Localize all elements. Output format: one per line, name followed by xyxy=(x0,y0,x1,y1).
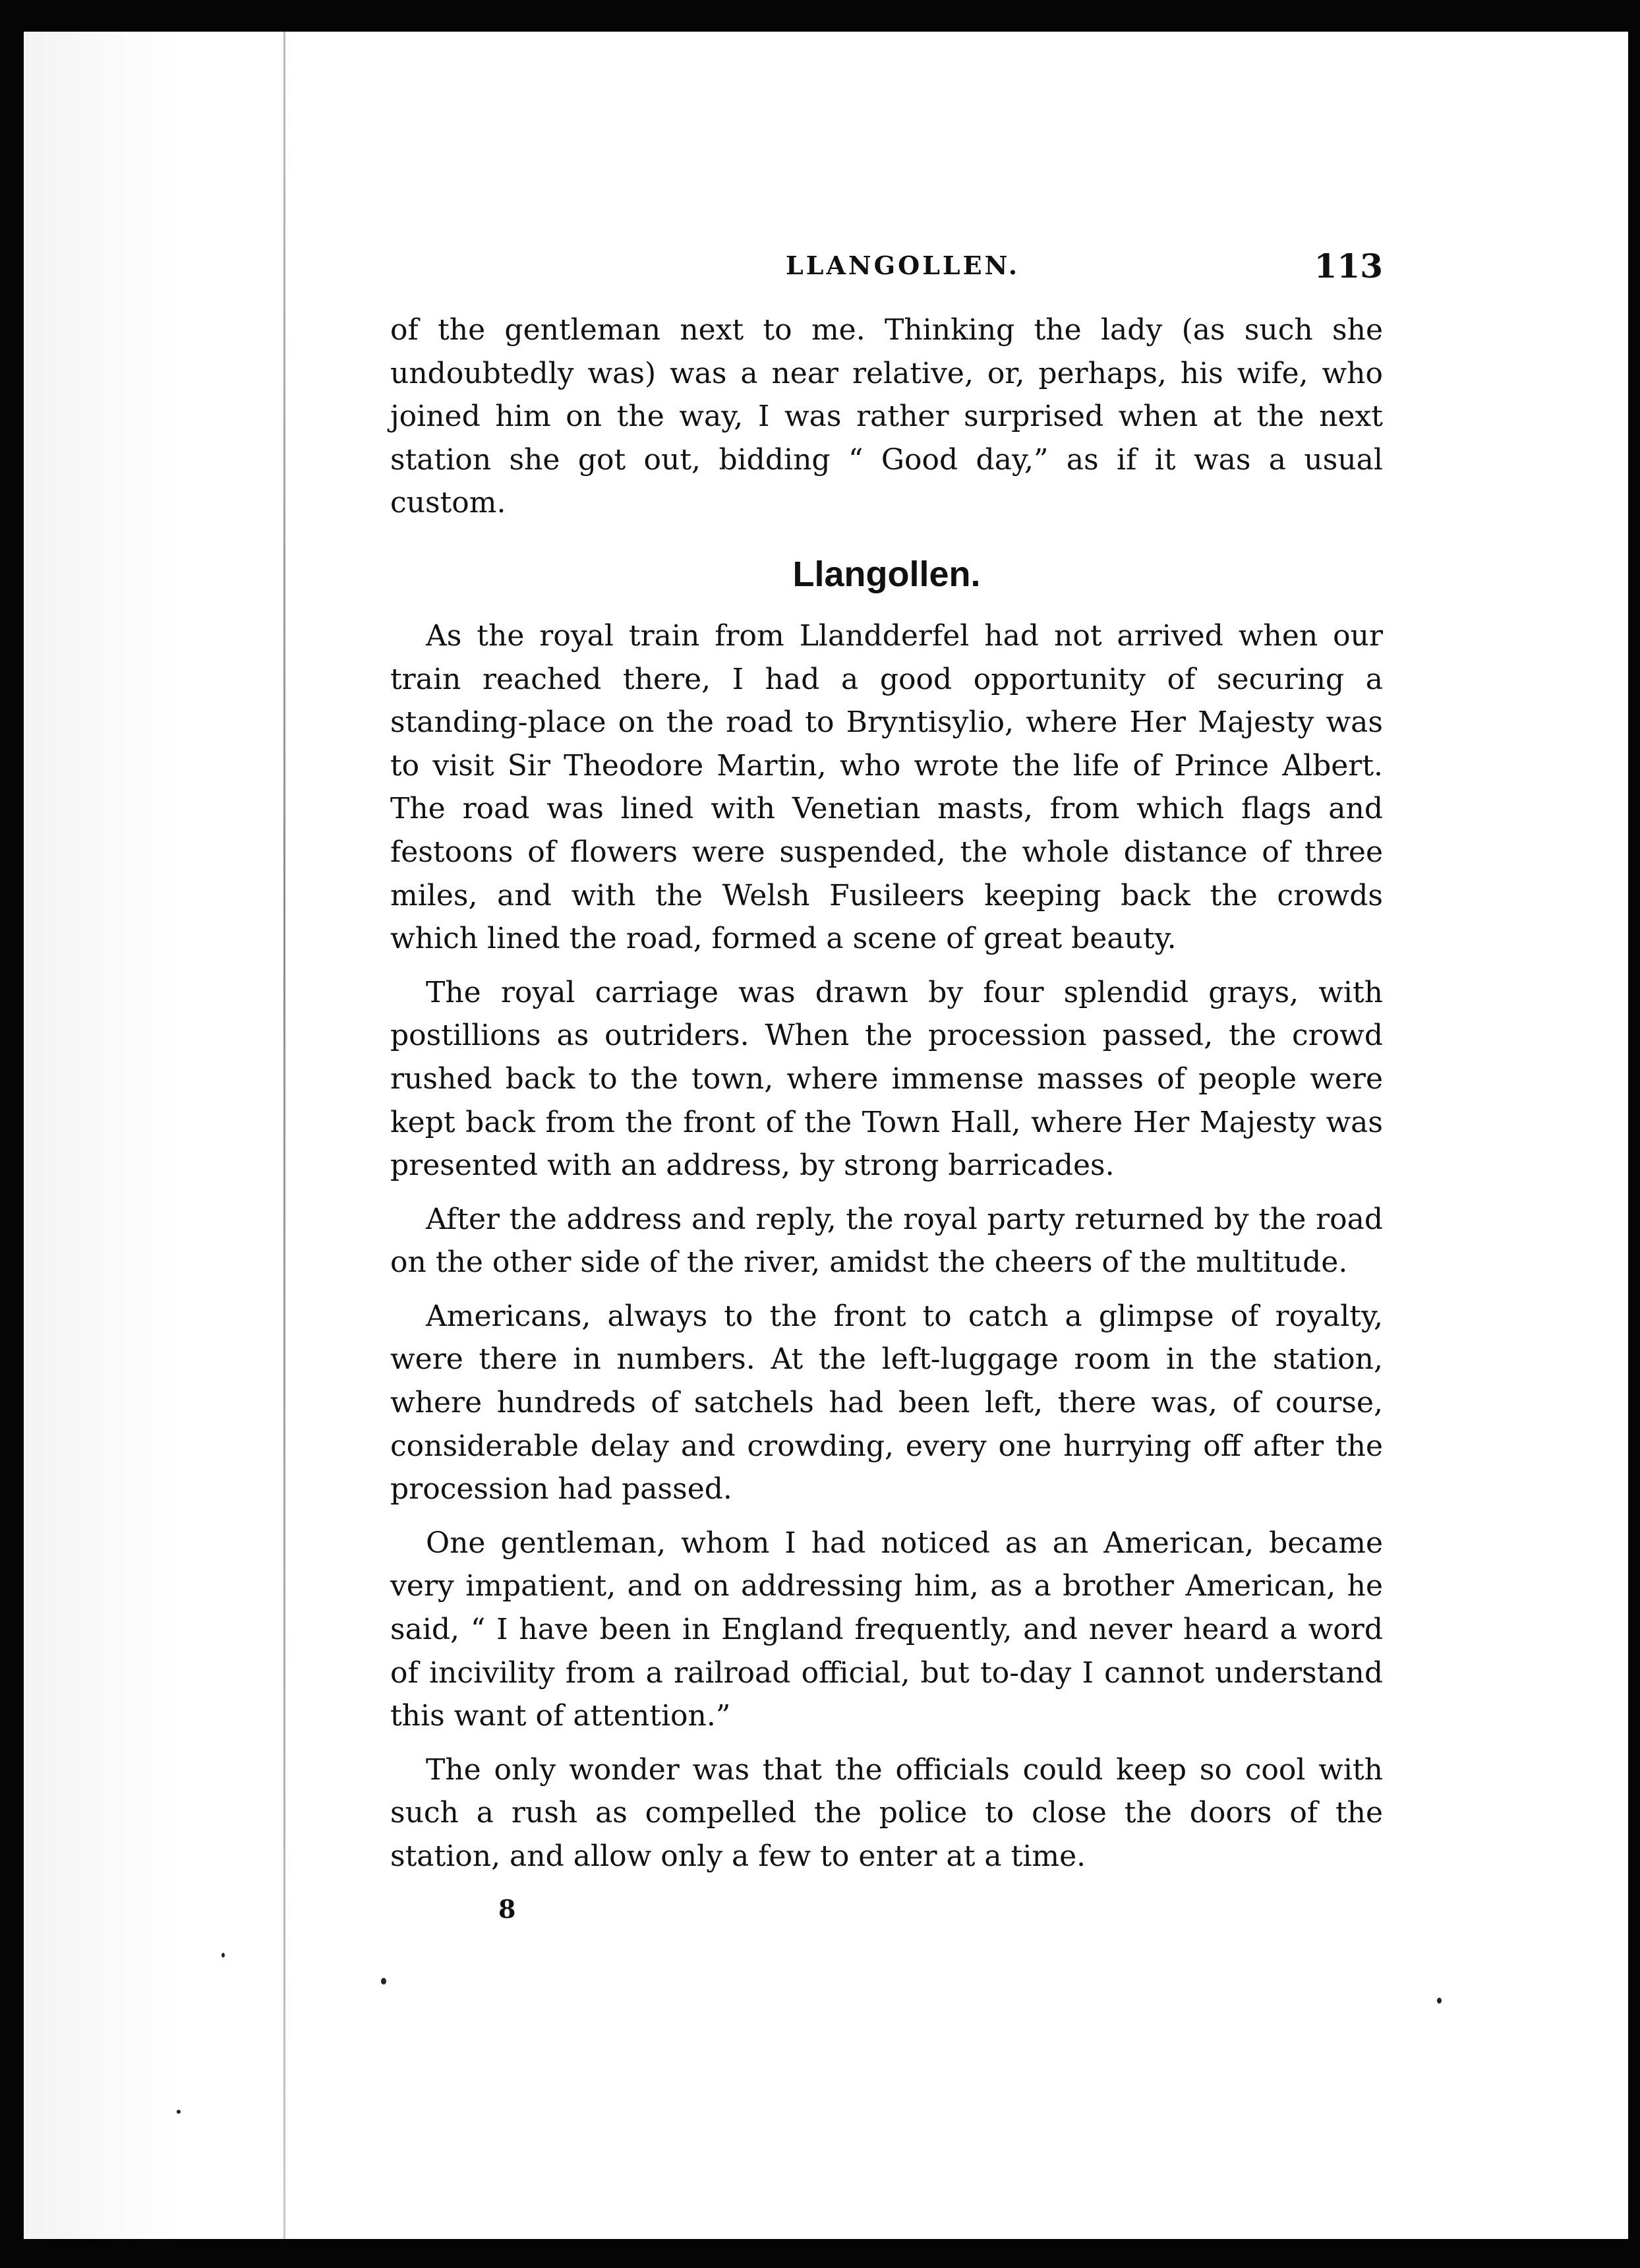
scan-border-right xyxy=(1628,0,1640,2268)
scan-border-left xyxy=(0,0,24,2268)
book-page xyxy=(390,247,1383,1930)
scan-border-top xyxy=(0,0,1640,32)
paragraph: Americans, always to the front to catch a glimpse of royalty, were there in numbers. At the left-luggage room in the station, where hundreds of satchels had been left, there was, of course, considerable delay and crowding, every one hurrying off after the procession had passed. xyxy=(390,1299,1383,1507)
running-head xyxy=(390,247,1383,290)
running-head-title: LLANGOLLEN. xyxy=(786,251,1020,280)
paragraph: As the royal train from Llandderfel had not arrived when our train reached there, I had a good opportunity of securing a standing-place on the road to Bryntisylio, where Her Majesty was to visit Sir Theodore Martin, who wrote the life of Prince Albert. The road was lined with Venetian masts, from which flags and festoons of flowers were suspended, the whole distance of three miles, and with the Welsh Fusileers keeping back the crowds which lined the road, formed a scene of great beauty. xyxy=(390,618,1383,956)
paragraph: The only wonder was that the officials could keep so cool with such a rush as compelled the police to close the doors of the station, and allow only a few to enter at a time. xyxy=(390,1752,1383,1873)
signature-mark: 8 xyxy=(498,1894,516,1924)
body-text xyxy=(390,309,1383,1930)
paragraph: One gentleman, whom I had noticed as an American, became very impatient, and on addressing him, as a brother American, he said, “ I have been in England frequently, and never heard a word of incivility from a railroad official, but to-day I cannot understand this want of attention.” xyxy=(390,1526,1383,1733)
gutter-fold-line xyxy=(283,32,285,2240)
paragraph: The royal carriage was drawn by four splendid grays, with postillions as outriders. When the procession passed, the crowd rushed back to the town, where immense masses of people were kept back from the front of the Town Hall, where Her Majesty was presented with an address, by strong barricades. xyxy=(390,975,1383,1183)
page-number: 113 xyxy=(1314,247,1383,285)
paragraph-continued: of the gentleman next to me. Thinking the lady (as such she undoubtedly was) was a near relative, or, perhaps, his wife, who joined him on the way, I was rather surprised when at the next station she got out, bidding “ Good day,” as if it was a usual custom. xyxy=(390,313,1383,520)
scan-border-bottom xyxy=(0,2239,1640,2268)
section-heading: Llangollen. xyxy=(792,554,981,594)
gutter-shadow xyxy=(24,32,283,2240)
dust-speck xyxy=(177,2110,181,2114)
paragraph: After the address and reply, the royal party returned by the road on the other side of the river, amidst the cheers of the multitude. xyxy=(390,1202,1383,1280)
dust-speck xyxy=(381,1978,386,1984)
dust-speck xyxy=(1437,1998,1442,2004)
dust-speck xyxy=(221,1953,225,1957)
